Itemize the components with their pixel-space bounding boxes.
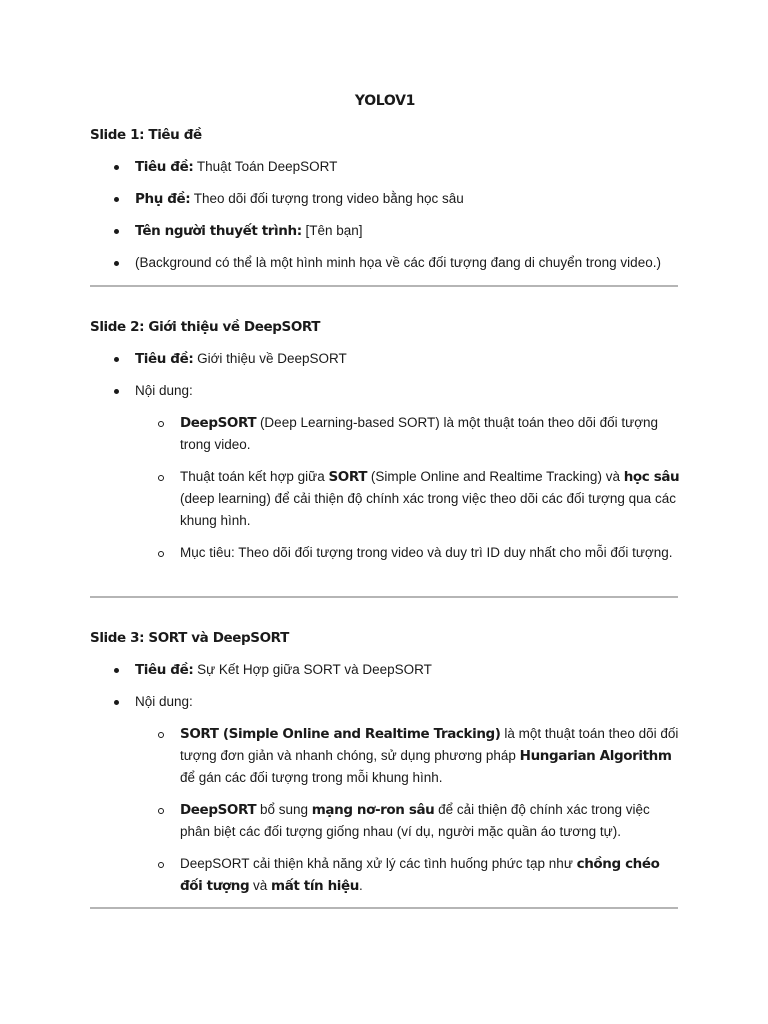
slide-3-item1-text-b: để gán các đối tượng trong mỗi khung hình.: [180, 770, 443, 785]
slide-3-item3-text-b: và: [249, 878, 272, 893]
slide-3-content-item: [90, 691, 680, 713]
bullet-dot-icon: [114, 389, 119, 394]
slide-2-item2-text-b: (Simple Online and Realtime Tracking) và: [367, 469, 624, 484]
bullet-dot-icon: [114, 700, 119, 705]
slide-2-sub-item-3: [90, 542, 680, 564]
slide-1-background-item: [90, 252, 680, 274]
slide-3-sub-bullets: [90, 723, 680, 897]
bullet-dot-icon: [114, 165, 119, 170]
slide-3-sub-item-3: [90, 853, 680, 897]
bullet-dot-icon: [114, 357, 119, 362]
slide-2-item2-bold-a: SORT: [328, 469, 368, 485]
bullet-dot-icon: [114, 261, 119, 266]
section-divider: [90, 907, 678, 909]
slide-2-content-label: Nội dung:: [135, 383, 193, 398]
slide-1-subtitle-label: Phụ đề:: [135, 191, 191, 207]
slide-2-item1-bold: DeepSORT: [180, 415, 257, 431]
circle-bullet-icon: [158, 808, 164, 814]
slide-2-heading: Slide 2: Giới thiệu về DeepSORT: [90, 319, 321, 335]
circle-bullet-icon: [158, 475, 164, 481]
slide-1-background-note: (Background có thể là một hình minh họa về các đối tượng đang di chuyển trong video.): [135, 255, 661, 270]
section-divider: [90, 285, 678, 287]
slide-2-sub-bullets: [90, 412, 680, 564]
slide-3-item1-bold-a: SORT (Simple Online and Realtime Tracking): [180, 726, 501, 742]
slide-1-section: [90, 124, 680, 274]
slide-3-item2-text-a: bổ sung: [256, 802, 312, 817]
slide-2-item2-bold-b: học sâu: [623, 469, 680, 485]
circle-bullet-icon: [158, 862, 164, 868]
slide-3-bullets: [90, 659, 680, 713]
slide-1-presenter-item: [90, 220, 680, 242]
circle-bullet-icon: [158, 732, 164, 738]
slide-3-item1-bold-b: Hungarian Algorithm: [519, 748, 672, 764]
slide-2-item3-text: Mục tiêu: Theo dõi đối tượng trong video và duy trì ID duy nhất cho mỗi đối tượng.: [180, 545, 673, 560]
slide-3-sub-item-2: [90, 799, 680, 843]
slide-3-item3-bold-b: mất tín hiệu: [271, 878, 359, 894]
slide-1-presenter-label: Tên người thuyết trình:: [135, 223, 302, 239]
slide-3-item2-bold-a: DeepSORT: [180, 802, 257, 818]
slide-1-presenter-value: [Tên bạn]: [301, 223, 363, 238]
slide-2-title-item: [90, 348, 680, 370]
slide-2-item2-text-a: Thuật toán kết hợp giữa: [180, 469, 329, 484]
slide-3-title-item: [90, 659, 680, 681]
slide-2-sub-item-2: [90, 466, 680, 532]
slide-2-sub-item-1: [90, 412, 680, 456]
slide-2-bullets: [90, 348, 680, 402]
slide-3-item3-text-c: .: [358, 878, 363, 893]
slide-3-item2-text-b: để cải thiện độ chính xác trong việc phân biệt các đối tượng giống nhau (ví dụ, người mặc quần áo tương tự).: [180, 802, 650, 839]
bullet-dot-icon: [114, 197, 119, 202]
slide-1-heading: Slide 1: Tiêu đề: [90, 127, 202, 143]
slide-1-bullets: [90, 156, 680, 274]
circle-bullet-icon: [158, 421, 164, 427]
slide-3-section: [90, 627, 680, 897]
slide-3-content-label: Nội dung:: [135, 694, 193, 709]
slide-3-item2-bold-b: mạng nơ-ron sâu: [311, 802, 435, 818]
slide-3-heading: Slide 3: SORT và DeepSORT: [90, 630, 289, 646]
slide-1-title-value: Thuật Toán DeepSORT: [193, 159, 338, 174]
slide-1-title-label: Tiêu đề:: [135, 159, 194, 175]
slide-2-item1-text: (Deep Learning-based SORT) là một thuật toán theo dõi đối tượng trong video.: [180, 415, 659, 452]
section-divider: [90, 596, 678, 598]
slide-2-content-item: [90, 380, 680, 402]
slide-3-item1-text-a: là một thuật toán theo dõi đối tượng đơn giản và nhanh chóng, sử dụng phương pháp: [180, 726, 679, 763]
slide-2-title-value: Giới thiệu về DeepSORT: [193, 351, 347, 366]
document-title: YOLOV1: [354, 93, 416, 109]
slide-3-sub-item-1: [90, 723, 680, 789]
slide-2-item2-text-c: (deep learning) để cải thiện độ chính xác trong việc theo dõi các đối tượng qua các khung hình.: [180, 491, 676, 528]
slide-1-subtitle-value: Theo dõi đối tượng trong video bằng học sâu: [190, 191, 464, 206]
slide-3-title-value: Sự Kết Hợp giữa SORT và DeepSORT: [193, 662, 432, 677]
slide-3-title-label: Tiêu đề:: [135, 662, 194, 678]
slide-1-subtitle-item: [90, 188, 680, 210]
bullet-dot-icon: [114, 668, 119, 673]
slide-2-title-label: Tiêu đề:: [135, 351, 194, 367]
slide-2-section: [90, 316, 680, 564]
slide-1-title-item: [90, 156, 680, 178]
slide-3-item3-bold-a: chồng chéo đối tượng: [180, 856, 660, 894]
circle-bullet-icon: [158, 551, 164, 557]
bullet-dot-icon: [114, 229, 119, 234]
slide-3-item3-text-a: DeepSORT cải thiện khả năng xử lý các tình huống phức tạp như: [180, 856, 577, 871]
